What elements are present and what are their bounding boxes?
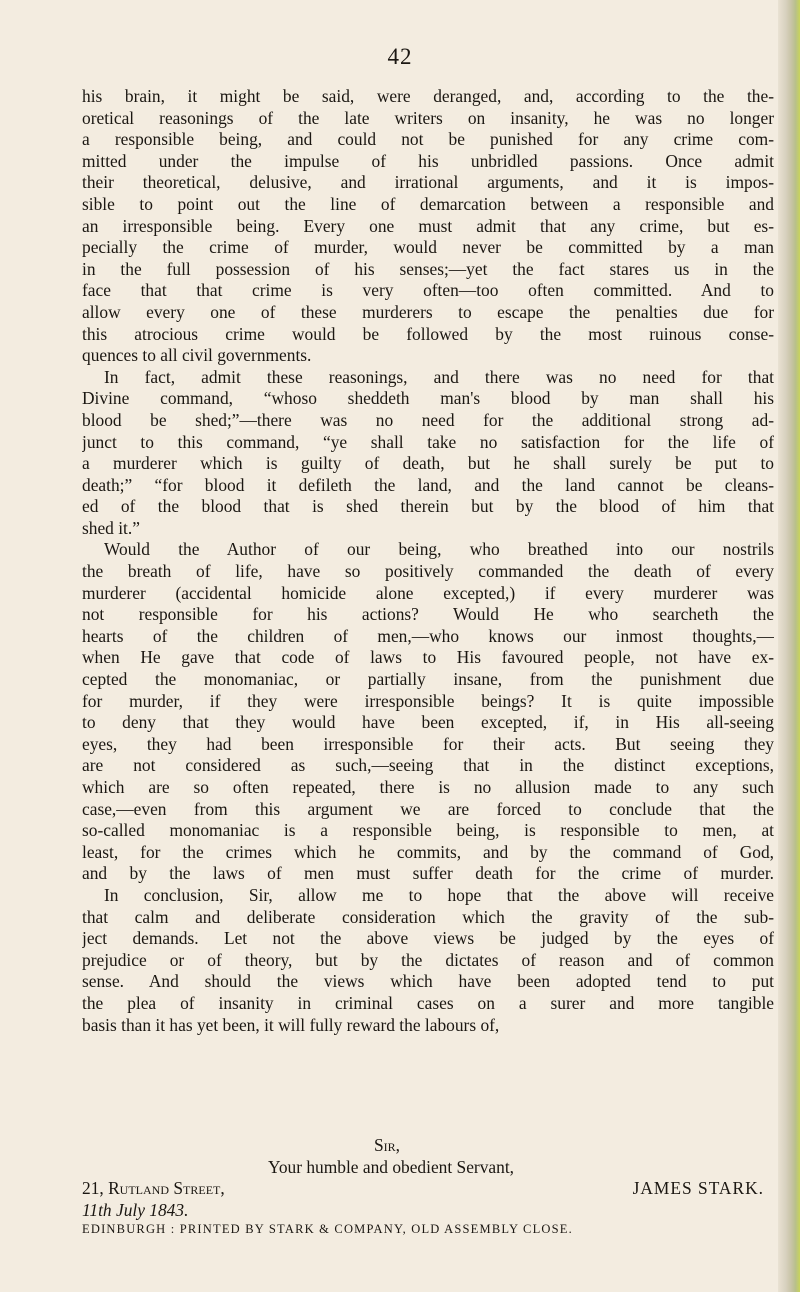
text-line: an irresponsible being. Every one must admit that any crime, but es- [82,215,774,236]
text-line: not responsible for his actions? Would He who searcheth the [82,604,774,625]
text-line: sense. And should the views which have been adopted tend to put [82,971,774,992]
page-edge [778,0,800,1292]
text-line: least, for the crimes which he commits, and by the command of God, [82,841,774,862]
text-line: this atrocious crime would be followed by the most ruinous conse- [82,323,774,344]
text-line: Would the Author of our being, who breathed into our nostrils [104,539,774,560]
text-line: ject demands. Let not the above views be judged by the eyes of [82,928,774,949]
text-line: when He gave that code of laws to His favoured people, not have ex- [82,647,774,668]
text-line: murderer (accidental homicide alone excepted,) if every murderer was [82,582,774,603]
text-line: ed of the blood that is shed therein but by the blood of him that [82,496,774,517]
text-line: death;” “for blood it defileth the land, and the land cannot be cleans- [82,474,774,495]
text-line: cepted the monomaniac, or partially insane, from the punishment due [82,669,774,690]
text-line: Divine command, “whoso sheddeth man's blood by man shall his [82,388,774,409]
text-line: junct to this command, “ye shall take no satisfaction for the life of [82,431,774,452]
printer-imprint: EDINBURGH : PRINTED BY STARK & COMPANY, OLD ASSEMBLY CLOSE. [82,1222,573,1236]
text-line: so-called monomaniac is a responsible being, is responsible to men, at [82,820,774,841]
text-line: prejudice or of theory, but by the dictates of reason and of common [82,949,774,970]
text-line: allow every one of these murderers to escape the penalties due for [82,301,774,322]
text-line: hearts of the children of men,—who knows our inmost thoughts,— [82,625,774,646]
text-line: In conclusion, Sir, allow me to hope that the above will receive [104,884,774,905]
text-line: for murder, if they were irresponsible beings? It is quite impossible [82,690,774,711]
text-line: a responsible being, and could not be punished for any crime com- [82,129,774,150]
text-line: case,—even from this argument we are forced to conclude that the [82,798,774,819]
salutation: Sir, [374,1135,401,1155]
text-line: basis than it has yet been, it will fully reward the labours of, [82,1014,500,1035]
text-line: and by the laws of men must suffer death for the crime of murder. [82,863,774,884]
text-line: the plea of insanity in criminal cases on a surer and more tangible [82,992,774,1013]
text-line: quences to all civil governments. [82,345,312,366]
letter-date [82,1200,774,1222]
letter-date-text: 11th July 1843. [82,1199,189,1220]
address-row [82,1178,774,1200]
letter-closing [82,1135,774,1221]
text-line: that calm and deliberate consideration which the gravity of the sub- [82,906,774,927]
text-line: his brain, it might be said, were deranged, and, according to the the- [82,86,774,106]
page-number: 42 [387,44,413,69]
text-line: oretical reasonings of the late writers on insanity, he was no longer [82,107,774,128]
text-line: which are so often repeated, there is no allusion made to any such [82,777,774,797]
text-line: the breath of life, have so positively commanded the death of every [82,561,774,582]
sender-address: 21, Rutland Street, [82,1178,225,1199]
valediction: Your humble and obedient Servant, [268,1156,515,1177]
text-line: blood be shed;”—there was no need for the additional strong ad- [82,409,774,430]
text-line: are not considered as such,—seeing that in the distinct exceptions, [82,755,774,776]
signature: JAMES STARK. [632,1178,764,1199]
text-line: to deny that they would have been excepted, if, in His all-seeing [82,712,774,733]
text-line: In fact, admit these reasonings, and there was no need for that [104,366,774,387]
text-line: eyes, they had been irresponsible for their acts. But seeing they [82,733,774,754]
text-line: face that that crime is very often—too often committed. And to [82,280,774,301]
text-line: their theoretical, delusive, and irrational arguments, and it is impos- [82,172,774,193]
text-line: shed it.” [82,517,140,538]
text-line: mitted under the impulse of his unbridled passions. Once admit [82,150,774,171]
text-line: pecially the crime of murder, would never be committed by a man [82,237,774,258]
text-line: sible to point out the line of demarcation between a responsible and [82,193,774,214]
body-text [82,86,774,1036]
text-line: in the full possession of his senses;—yet the fact stares us in the [82,258,774,279]
text-line: a murderer which is guilty of death, but he shall surely be put to [82,453,774,474]
